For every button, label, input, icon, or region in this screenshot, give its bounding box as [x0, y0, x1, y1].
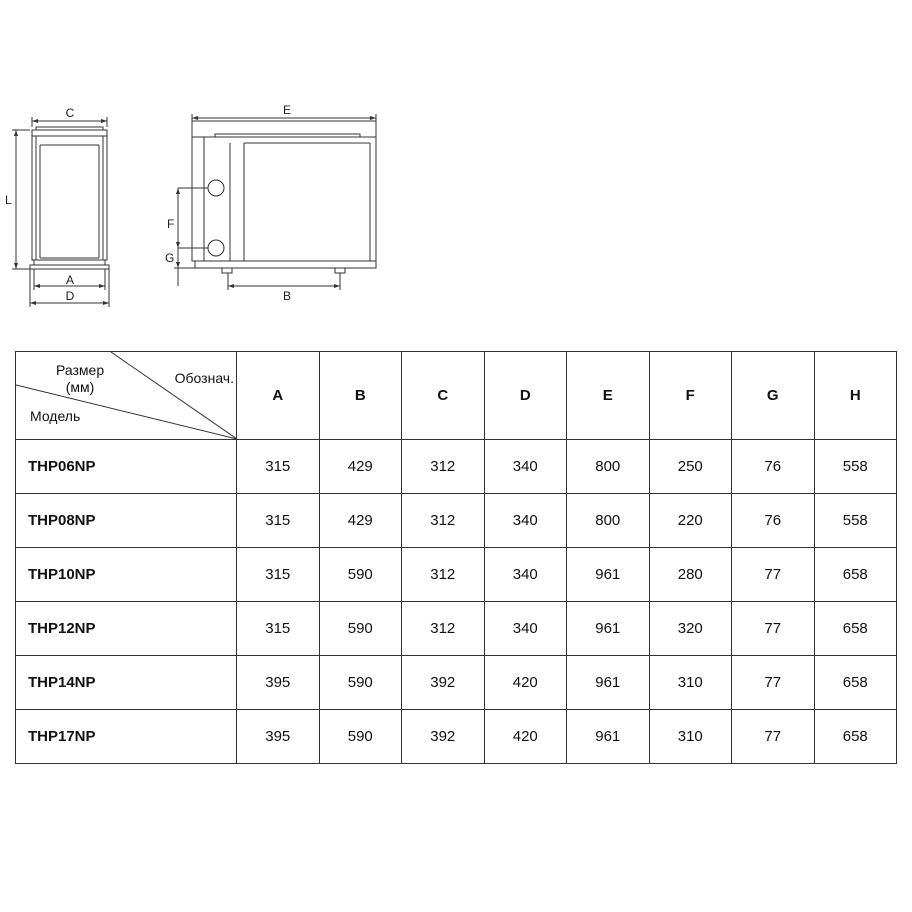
value-cell: 310 — [649, 656, 732, 710]
corner-diagonals — [16, 352, 237, 439]
table-header-row — [16, 352, 897, 440]
model-cell: THP06NP — [16, 440, 237, 494]
value-cell: 77 — [732, 710, 815, 764]
model-cell: THP08NP — [16, 494, 237, 548]
value-cell: 429 — [319, 494, 402, 548]
table-row — [16, 710, 897, 764]
column-header: C — [402, 352, 485, 440]
table-row — [16, 548, 897, 602]
value-cell: 800 — [567, 440, 650, 494]
value-cell: 420 — [484, 710, 567, 764]
table-row — [16, 656, 897, 710]
column-header: E — [567, 352, 650, 440]
value-cell: 320 — [649, 602, 732, 656]
value-cell: 658 — [814, 548, 897, 602]
value-cell: 558 — [814, 494, 897, 548]
dimension-drawings — [0, 0, 912, 330]
value-cell: 315 — [237, 602, 320, 656]
value-cell: 77 — [732, 602, 815, 656]
value-cell: 395 — [237, 656, 320, 710]
column-header: F — [649, 352, 732, 440]
table-corner-cell — [16, 352, 237, 440]
table-row — [16, 440, 897, 494]
value-cell: 315 — [237, 440, 320, 494]
column-header: A — [237, 352, 320, 440]
value-cell: 392 — [402, 710, 485, 764]
column-header: B — [319, 352, 402, 440]
value-cell: 961 — [567, 548, 650, 602]
value-cell: 77 — [732, 656, 815, 710]
value-cell: 558 — [814, 440, 897, 494]
dim-label-d: D — [65, 289, 75, 303]
value-cell: 590 — [319, 656, 402, 710]
value-cell: 340 — [484, 602, 567, 656]
value-cell: 395 — [237, 710, 320, 764]
size-label-line1: Размер — [56, 362, 105, 378]
value-cell: 315 — [237, 494, 320, 548]
value-cell: 961 — [567, 656, 650, 710]
model-cell: THP17NP — [16, 710, 237, 764]
value-cell: 77 — [732, 548, 815, 602]
value-cell: 658 — [814, 602, 897, 656]
dim-label-c: C — [65, 106, 75, 120]
value-cell: 250 — [649, 440, 732, 494]
value-cell: 420 — [484, 656, 567, 710]
value-cell: 312 — [402, 602, 485, 656]
value-cell: 312 — [402, 440, 485, 494]
size-label-line2: (мм) — [65, 379, 95, 395]
dim-label-g: G — [165, 251, 175, 265]
value-cell: 76 — [732, 494, 815, 548]
value-cell: 590 — [319, 710, 402, 764]
value-cell: 392 — [402, 656, 485, 710]
dim-label-e: E — [282, 103, 292, 117]
dim-label-l: L — [5, 193, 12, 207]
model-label: Модель — [30, 408, 81, 424]
column-header: G — [732, 352, 815, 440]
value-cell: 76 — [732, 440, 815, 494]
value-cell: 280 — [649, 548, 732, 602]
value-cell: 961 — [567, 602, 650, 656]
table-row — [16, 494, 897, 548]
value-cell: 220 — [649, 494, 732, 548]
dim-label-f: F — [167, 217, 175, 231]
value-cell: 340 — [484, 494, 567, 548]
value-cell: 590 — [319, 548, 402, 602]
value-cell: 315 — [237, 548, 320, 602]
model-cell: THP12NP — [16, 602, 237, 656]
column-header: H — [814, 352, 897, 440]
column-header: D — [484, 352, 567, 440]
dimensions-table — [15, 351, 897, 764]
dim-label-a: A — [65, 273, 75, 287]
value-cell: 340 — [484, 548, 567, 602]
value-cell: 658 — [814, 656, 897, 710]
value-cell: 590 — [319, 602, 402, 656]
value-cell: 312 — [402, 494, 485, 548]
model-cell: THP10NP — [16, 548, 237, 602]
symbol-label: Обознач. — [174, 370, 234, 386]
value-cell: 961 — [567, 710, 650, 764]
table-row — [16, 602, 897, 656]
value-cell: 310 — [649, 710, 732, 764]
value-cell: 429 — [319, 440, 402, 494]
value-cell: 800 — [567, 494, 650, 548]
value-cell: 312 — [402, 548, 485, 602]
side-view — [12, 117, 109, 307]
size-label — [56, 362, 104, 396]
value-cell: 658 — [814, 710, 897, 764]
value-cell: 340 — [484, 440, 567, 494]
front-view — [174, 114, 376, 290]
model-cell: THP14NP — [16, 656, 237, 710]
dim-label-b: B — [282, 289, 292, 303]
